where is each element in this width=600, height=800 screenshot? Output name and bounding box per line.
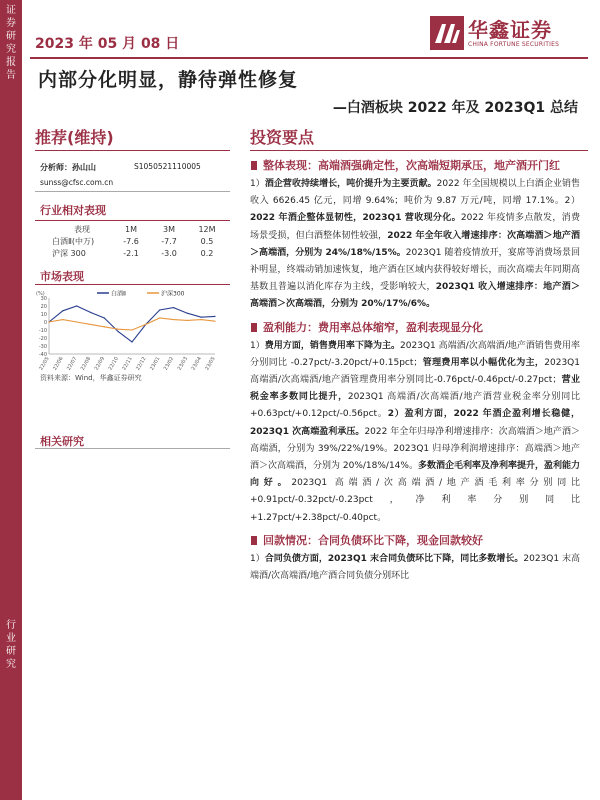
emphasis-text: 2）盈利方面，2022 年酒企盈利增长稳健，2023Q1 次高端盈利承压。 (250, 409, 580, 437)
data-point (201, 319, 202, 320)
data-point (104, 317, 105, 318)
analyst-email[interactable]: sunss@cfsc.com.cn (40, 178, 114, 187)
section-paragraph (250, 551, 580, 585)
x-tick-label: 22/11 (121, 356, 134, 372)
data-point (159, 309, 160, 310)
x-tick-label: 22/12 (135, 356, 148, 372)
y-tick-label: -40 (38, 351, 47, 358)
analyst-name-text: 孙山山 (72, 163, 96, 172)
logo-text-cn: 华鑫证券 (468, 18, 552, 42)
square-bullet-icon (251, 536, 257, 545)
x-tick-label: 22/09 (93, 356, 107, 372)
performance-table (52, 223, 226, 259)
section-paragraph (250, 176, 580, 314)
x-tick-label: 22/05 (38, 356, 51, 372)
emphasis-text: 费用方面，销售费用率下降为主。 (264, 340, 401, 351)
data-point (104, 326, 105, 327)
data-point (62, 310, 63, 311)
logo-mark-icon (430, 16, 464, 50)
side-band (0, 0, 22, 800)
side-char: 行 (6, 620, 16, 631)
data-point (131, 341, 132, 342)
x-tick-label: 23/05 (204, 356, 217, 372)
performance-heading: 行业相对表现 (40, 204, 106, 217)
side-char: 究 (6, 659, 16, 670)
y-tick-label: 30 (40, 295, 47, 302)
data-point (173, 307, 174, 308)
body-text: 1） (250, 179, 265, 189)
data-point (145, 324, 146, 325)
data-point (76, 321, 77, 322)
body-text: 1） (250, 340, 265, 351)
data-point (118, 329, 119, 330)
x-tick-label: 22/06 (52, 356, 65, 372)
related-divider (35, 448, 230, 449)
rating-divider (35, 150, 230, 151)
data-point (90, 312, 91, 313)
body-text: 2022 年全年归母净利增速排序：次高端酒＞地产酒＞高端酒，分别为 39%/22%/19%。2023Q1 归母净利润增速排序：高端酒＞地产酒＞次高端酒，分别为 20%/18%/14%。 (250, 426, 580, 472)
data-point (62, 319, 63, 320)
emphasis-text: 营业税金率多数同比提升， (250, 375, 580, 403)
y-tick-label: 20 (40, 303, 47, 310)
body-text: 2023Q1 末高端酒/次高端酒/地产酒合同负债分别环比 (250, 553, 581, 582)
data-point (187, 313, 188, 314)
data-point (173, 319, 174, 320)
logo-text-en: CHINA FORTUNE SECURITIES (468, 41, 560, 48)
data-point (187, 320, 188, 321)
analyst-name (40, 162, 96, 173)
related-research-heading: 相关研究 (40, 435, 84, 448)
analyst-label: 分析师： (40, 163, 72, 172)
series-line (49, 306, 215, 342)
market-divider (35, 284, 230, 285)
square-bullet-icon (251, 323, 257, 332)
column-header: 1M (125, 224, 137, 234)
section-heading-text: 回款情况：合同负债环比下降，现金回款较好 (263, 533, 483, 547)
side-label-bottom (0, 619, 22, 671)
side-char: 研 (6, 31, 16, 42)
side-char: 业 (6, 633, 16, 644)
table-cell: 0.5 (200, 236, 214, 246)
x-tick-label: 22/10 (107, 356, 120, 372)
data-point (76, 305, 77, 306)
x-tick-label: 22/08 (79, 356, 93, 372)
side-char: 证 (6, 5, 16, 16)
data-point (201, 317, 202, 318)
section-heading (250, 320, 580, 335)
y-tick-label: 0 (43, 319, 47, 326)
body-text: 2023Q1 高端酒/次高端酒/地产酒销售费用率分别同比 -0.27pct/-3.20pct/+0.15pct； (250, 340, 580, 368)
section-heading-text: 整体表现：高端酒强确定性，次高端短期承压，地产酒开门红 (263, 159, 560, 172)
body-text: 2022 年全国规模以上白酒企业销售收入 6626.45 亿元，同增 9.64%；吨价为 9.87 万元/吨，同增 17.1%。2） (250, 179, 580, 207)
y-unit-label: (%) (36, 291, 45, 297)
side-char: 告 (6, 70, 16, 81)
x-tick-label: 23/02 (162, 356, 176, 372)
table-row (52, 247, 226, 259)
table-row (52, 235, 226, 247)
body-text: 2023Q1 高端酒/次高端酒/地产酒营业税金率分别同比+0.63pct/+0.12pct/-0.56pct。 (250, 392, 580, 420)
emphasis-text: 合同负债方面，2023Q1 末合同负债环比下降，同比多数增长。 (264, 553, 524, 564)
data-point (159, 317, 160, 318)
series-line (49, 318, 215, 330)
section-heading (250, 533, 580, 548)
body-text: 2023Q1 高端酒/次高端酒/地产酒管理费用率分别同比-0.76pct/-0.46pct/-0.27pct； (250, 357, 580, 386)
table-cell: -7.7 (161, 236, 177, 246)
company-logo (430, 14, 580, 54)
performance-divider (35, 220, 230, 221)
y-tick-label: -30 (38, 343, 47, 350)
section-paragraph (250, 338, 580, 527)
y-tick-label: -10 (38, 327, 47, 334)
body-text: 1） (250, 553, 265, 564)
column-header: 12M (198, 224, 216, 234)
square-bullet-icon (251, 161, 257, 170)
report-date: 2023 年 05 月 08 日 (35, 36, 180, 52)
emphasis-text: 酒企营收持续增长，吨价提升为主要贡献。 (264, 179, 437, 189)
analyst-divider (35, 191, 230, 192)
body-text: 2023Q1 高端酒/次高端酒/地产酒毛利率分别同比+0.91pct/-0.32pct/-0.23pct，净利率分别同比+1.27pct/+2.38pct/-0.40pct。 (250, 478, 580, 523)
market-heading: 市场表现 (40, 270, 84, 283)
report-subtitle: —白酒板块 2022 年及 2023Q1 总结 (332, 100, 578, 116)
side-char: 券 (6, 18, 16, 29)
x-tick-label: 23/01 (148, 356, 162, 372)
y-tick-label: 10 (40, 311, 47, 318)
y-tick-label: -20 (38, 335, 47, 342)
section-heading-text: 盈利能力：费用率总体缩窄，盈利表现显分化 (263, 320, 483, 334)
emphasis-text: 多数酒企毛利率及净利率提升，盈利能力向好。 (250, 461, 580, 489)
data-point (131, 329, 132, 330)
emphasis-text: 2022 年全年收入增速排序：次高端酒＞地产酒＞高端酒，分别为 24%/18%/15%。 (250, 230, 580, 258)
table-cell: -7.6 (123, 236, 139, 246)
emphasis-text: 2023Q1 收入增速排序：地产酒＞高端酒＞次高端酒，分别为 20%/17%/6%。 (250, 282, 580, 310)
data-point (214, 321, 215, 322)
data-point (214, 316, 215, 317)
data-point (90, 324, 91, 325)
column-header: 3M (163, 224, 175, 234)
legend-label: 沪深300 (161, 290, 185, 298)
invest-divider (250, 150, 588, 151)
x-tick-label: 23/04 (190, 356, 203, 372)
table-cell: -3.0 (161, 248, 177, 258)
legend-label: 白酒Ⅱ (111, 290, 126, 298)
column-header: 表现 (74, 224, 90, 234)
table-header-row (52, 223, 226, 235)
rating-heading: 推荐(维持) (35, 128, 114, 147)
investment-points-body (250, 158, 580, 591)
side-char: 报 (6, 57, 16, 68)
table-cell: 沪深 300 (52, 248, 86, 258)
section-heading (250, 158, 580, 173)
table-cell: -2.1 (123, 248, 139, 258)
data-point (118, 331, 119, 332)
chart-source-note: 资料来源：Wind，华鑫证券研究 (40, 374, 142, 382)
table-cell: 白酒Ⅱ(中万) (52, 236, 95, 246)
x-tick-label: 22/07 (65, 356, 79, 372)
header-divider (30, 57, 588, 59)
report-title: 内部分化明显，静待弹性修复 (38, 69, 299, 91)
analyst-license-id: S1050521110005 (134, 162, 201, 171)
body-text: 2022 年疫情多点散发，消费场景受损，但白酒整体韧性较强， (250, 213, 580, 241)
side-char: 研 (6, 646, 16, 657)
x-tick-label: 23/03 (176, 356, 190, 372)
side-label-top (0, 4, 22, 82)
emphasis-text: 管理费用率以小幅优化为主， (422, 357, 545, 368)
table-cell: 0.2 (200, 248, 214, 258)
data-point (48, 321, 49, 322)
side-char: 究 (6, 44, 16, 55)
body-text: 2023Q1 随着疫情放开，宴席等消费场景回补明显，终端动销加速恢复，地产酒在区域内获得较好增长，而次高端去年同期高基数且普遍以消化库存为主线，受影响较大， (250, 247, 580, 293)
invest-points-heading: 投资要点 (250, 128, 315, 147)
emphasis-text: 2022 年酒企整体显韧性，2023Q1 营收现分化。 (250, 213, 461, 224)
